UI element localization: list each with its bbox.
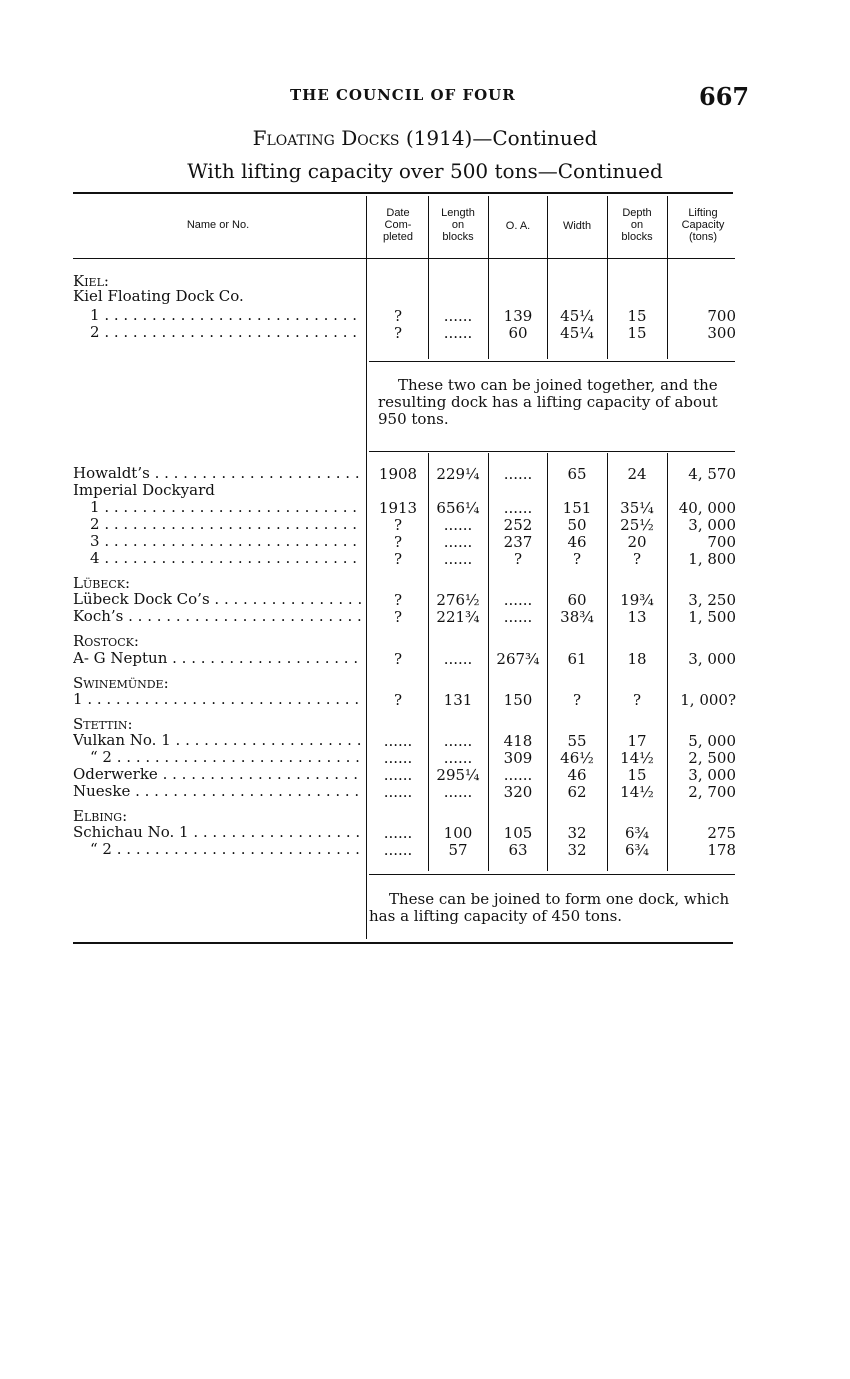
- row-name: 2: [90, 516, 100, 533]
- cell-depth: 6¾: [624, 841, 650, 859]
- cell-length: ......: [443, 732, 473, 750]
- cell-length: 131: [443, 691, 473, 709]
- cell-date: ......: [383, 841, 413, 859]
- colhead-oa: O. A.: [505, 220, 531, 232]
- colhead-depth: Depth on blocks: [621, 207, 653, 243]
- colhead-name: Name or No.: [186, 219, 250, 231]
- cell-date: ?: [393, 591, 403, 609]
- cell-oa: 252: [503, 516, 533, 534]
- cell-depth: 18: [627, 650, 647, 668]
- row-name: Koch’s: [73, 608, 124, 625]
- cell-date: ?: [393, 650, 403, 668]
- kiel-company: Kiel Floating Dock Co.: [73, 287, 244, 305]
- row-name: 2: [90, 324, 100, 341]
- cell-length: ......: [443, 324, 473, 342]
- cell-date: ......: [383, 783, 413, 801]
- cell-depth: 14½: [620, 749, 654, 767]
- cell-length: 100: [443, 824, 473, 842]
- cell-oa: ......: [503, 591, 533, 609]
- colhead-date: Date Com- pleted: [383, 207, 413, 243]
- cell-depth: 13: [627, 608, 647, 626]
- cell-width: 61: [567, 650, 587, 668]
- cell-lift: 700: [707, 533, 736, 551]
- cell-oa: ......: [503, 499, 533, 517]
- cell-width: 45¼: [560, 324, 594, 342]
- cell-length: 656¼: [436, 499, 480, 517]
- cell-oa: 320: [503, 783, 533, 801]
- note2-top-rule: [369, 874, 735, 875]
- cell-width: 60: [567, 591, 587, 609]
- table-subtitle: With lifting capacity over 500 tons—Continued: [187, 159, 663, 183]
- section-kiel: Kiel:: [73, 272, 109, 290]
- cell-lift: 1, 800: [688, 550, 736, 568]
- cell-date: ......: [383, 824, 413, 842]
- cell-date: 1913: [378, 499, 418, 517]
- cell-date: ?: [393, 550, 403, 568]
- table-top-rule: [73, 192, 733, 194]
- cell-lift: 3, 000: [688, 650, 736, 668]
- page-number: 667: [699, 82, 750, 111]
- cell-date: ?: [393, 516, 403, 534]
- cell-oa: 105: [503, 824, 533, 842]
- cell-width: 32: [567, 824, 587, 842]
- cell-lift: 1, 000?: [680, 691, 736, 709]
- cell-lift: 2, 500: [688, 749, 736, 767]
- cell-oa: 139: [503, 307, 533, 325]
- table-title-suffix: (1914)—Continued: [399, 126, 598, 150]
- cell-width: 45¼: [560, 307, 594, 325]
- cell-width: 46½: [560, 749, 594, 767]
- cell-length: ......: [443, 783, 473, 801]
- cell-oa: ......: [503, 465, 533, 483]
- cell-depth: ?: [632, 691, 642, 709]
- cell-date: 1908: [378, 465, 418, 483]
- cell-depth: ?: [632, 550, 642, 568]
- cell-width: 151: [562, 499, 592, 517]
- cell-length: 221¾: [436, 608, 480, 626]
- elbing-note: These can be joined to form one dock, which has a lifting capacity of 450 tons.: [369, 890, 730, 925]
- cell-length: 229¼: [436, 465, 480, 483]
- table-bottom-rule: [73, 942, 733, 944]
- cell-depth: 24: [627, 465, 647, 483]
- cell-oa: 309: [503, 749, 533, 767]
- col-divider-name: [366, 196, 367, 939]
- cell-lift: 178: [707, 841, 736, 859]
- cell-depth: 15: [627, 307, 647, 325]
- cell-lift: 4, 570: [688, 465, 736, 483]
- cell-length: ......: [443, 650, 473, 668]
- cell-length: ......: [443, 307, 473, 325]
- section-rostock: Rostock:: [73, 632, 139, 650]
- cell-date: ?: [393, 307, 403, 325]
- cell-oa: ......: [503, 766, 533, 784]
- note1-bottom-rule: [369, 451, 735, 452]
- cell-depth: 17: [627, 732, 647, 750]
- cell-lift: 300: [707, 324, 736, 342]
- colhead-length: Length on blocks: [441, 207, 475, 243]
- row-name: 4: [90, 550, 100, 567]
- row-name: “ 2: [90, 749, 112, 766]
- table-title-main: Floating Docks: [252, 126, 400, 150]
- cell-date: ......: [383, 749, 413, 767]
- cell-length: ......: [443, 533, 473, 551]
- cell-oa: 418: [503, 732, 533, 750]
- cell-length: 276½: [436, 591, 480, 609]
- row-name: 1: [73, 691, 83, 708]
- cell-oa: ?: [513, 550, 523, 568]
- table-title: [0, 126, 850, 150]
- cell-width: 32: [567, 841, 587, 859]
- cell-length: ......: [443, 516, 473, 534]
- cell-width: 46: [567, 766, 587, 784]
- imperial-dockyard-label: Imperial Dockyard: [73, 481, 215, 499]
- colhead-width: Width: [562, 220, 592, 232]
- cell-width: 55: [567, 732, 587, 750]
- cell-depth: 15: [627, 766, 647, 784]
- cell-oa: 237: [503, 533, 533, 551]
- header-bottom-rule: [73, 258, 735, 259]
- cell-width: ?: [572, 550, 582, 568]
- cell-oa: 63: [508, 841, 528, 859]
- row-name: Nueske: [73, 783, 131, 800]
- section-lubeck: Lübeck:: [73, 574, 131, 592]
- section-stettin: Stettin:: [73, 715, 133, 733]
- cell-date: ?: [393, 608, 403, 626]
- cell-depth: 14½: [620, 783, 654, 801]
- cell-length: 57: [448, 841, 468, 859]
- row-name: A- G Neptun: [73, 650, 168, 667]
- section-swinemunde: Swinemünde:: [73, 674, 169, 692]
- cell-oa: 150: [503, 691, 533, 709]
- cell-depth: 15: [627, 324, 647, 342]
- row-name: 1: [90, 307, 100, 324]
- cell-date: ?: [393, 533, 403, 551]
- cell-depth: 25½: [620, 516, 654, 534]
- cell-length: ......: [443, 550, 473, 568]
- cell-width: ?: [572, 691, 582, 709]
- cell-depth: 6¾: [624, 824, 650, 842]
- cell-depth: 35¼: [620, 499, 654, 517]
- cell-lift: 3, 250: [688, 591, 736, 609]
- cell-width: 38¾: [560, 608, 594, 626]
- cell-width: 65: [567, 465, 587, 483]
- cell-date: ?: [393, 691, 403, 709]
- cell-lift: 3, 000: [688, 766, 736, 784]
- cell-lift: 2, 700: [688, 783, 736, 801]
- cell-lift: 275: [707, 824, 736, 842]
- cell-oa: 267¾: [496, 650, 540, 668]
- cell-width: 62: [567, 783, 587, 801]
- cell-width: 46: [567, 533, 587, 551]
- note1-top-rule: [369, 361, 735, 362]
- row-name: Lübeck Dock Co’s: [73, 591, 210, 608]
- row-name: Vulkan No. 1: [73, 732, 171, 749]
- row-name: 3: [90, 533, 100, 550]
- cell-date: ?: [393, 324, 403, 342]
- row-name: 1: [90, 499, 100, 516]
- row-name: Oderwerke: [73, 766, 158, 783]
- cell-length: 295¼: [436, 766, 480, 784]
- colhead-lifting: Lifting Capacity (tons): [681, 207, 725, 243]
- cell-length: ......: [443, 749, 473, 767]
- row-name: “ 2: [90, 841, 112, 858]
- cell-depth: 20: [627, 533, 647, 551]
- cell-width: 50: [567, 516, 587, 534]
- kiel-note: These two can be joined together, and the resulting dock has a lifting capacity of about 950 tons.: [378, 376, 718, 428]
- cell-lift: 5, 000: [688, 732, 736, 750]
- cell-lift: 700: [707, 307, 736, 325]
- section-elbing: Elbing:: [73, 807, 128, 825]
- cell-oa: 60: [508, 324, 528, 342]
- cell-oa: ......: [503, 608, 533, 626]
- row-name: Schichau No. 1: [73, 824, 189, 841]
- cell-depth: 19¾: [620, 591, 654, 609]
- cell-lift: 1, 500: [688, 608, 736, 626]
- row-name: Howaldt’s: [73, 465, 150, 482]
- cell-date: ......: [383, 732, 413, 750]
- cell-lift: 3, 000: [688, 516, 736, 534]
- cell-lift: 40, 000: [678, 499, 736, 517]
- running-header: THE COUNCIL OF FOUR: [290, 86, 516, 104]
- cell-date: ......: [383, 766, 413, 784]
